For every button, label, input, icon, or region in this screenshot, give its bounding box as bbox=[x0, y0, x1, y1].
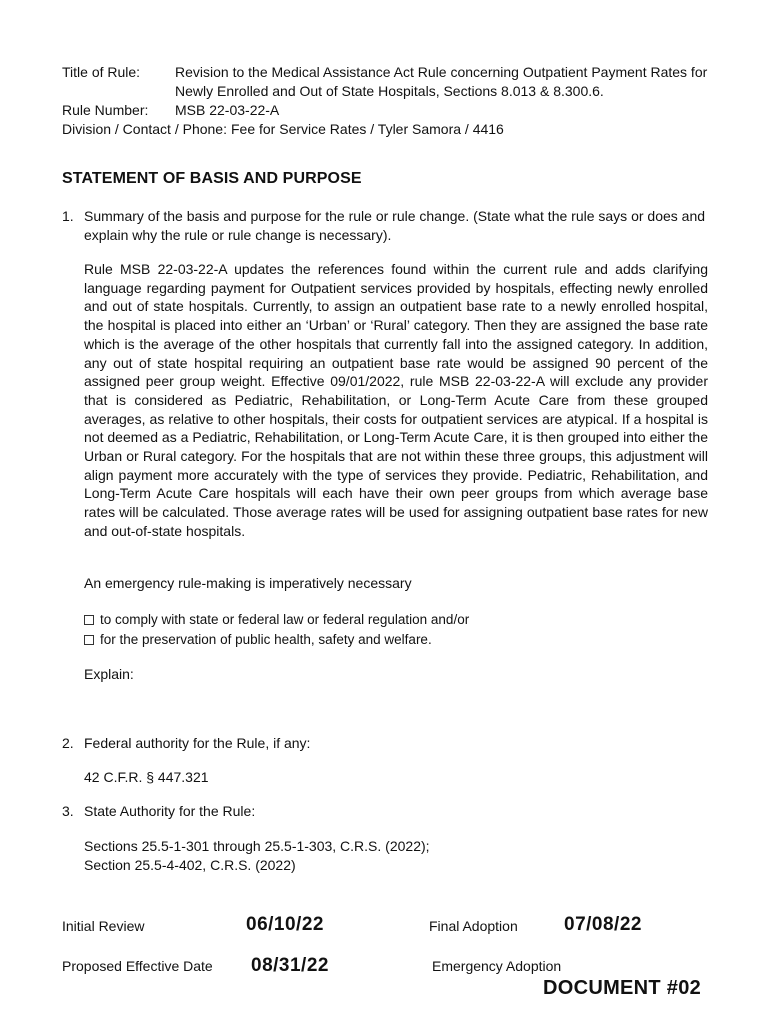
checkbox-row-1[interactable] bbox=[84, 610, 469, 629]
state-authority-line-1: Sections 25.5-1-301 through 25.5-1-303, C.R.S. (2022); bbox=[84, 838, 430, 854]
title-value: Revision to the Medical Assistance Act Rule concerning Outpatient Payment Rates for Newly Enrolled and Out of State Hospitals, Sections 8.013 & 8.300.6. bbox=[175, 64, 708, 99]
final-adoption-date: 07/08/22 bbox=[564, 914, 642, 935]
section-title: STATEMENT OF BASIS AND PURPOSE bbox=[62, 170, 362, 187]
rule-number-row bbox=[62, 101, 770, 120]
document-number: DOCUMENT #02 bbox=[543, 977, 702, 999]
emergency-adoption-label: Emergency Adoption bbox=[432, 958, 562, 974]
final-adoption-label: Final Adoption bbox=[429, 918, 518, 934]
rule-number-label: Rule Number: bbox=[62, 102, 149, 118]
item-1-body: Rule MSB 22-03-22-A updates the references found within the current rule and adds clarifying language regarding payment for Outpatient services provided by hospitals, effecting newly enrolled and out of state hospitals. Currently, to assign an outpatient base rate to a newly enrolled hospital, the hospital is placed into either an ‘Urban’ or ‘Rural’ category. Then they are assigned the base rate which is the average of the other hospitals that currently fall into the assigned category. In addition, any out of state hospital requiring an outpatient base rate would be assigned 90 percent of the assigned peer group weight. Effective 09/01/2022, rule MSB 22-03-22-A will exclude any provider that is considered as Pediatric, Rehabilitation, or Long-Term Acute Care from these grouped averages, as relative to other hospitals, their costs for outpatient services are atypical. If a hospital is not deemed as a Pediatric, Rehabilitation, or Long-Term Acute Care, it is then grouped into either the Urban or Rural category. For the hospitals that are not within these three groups, this adjustment will align payment more accurately with the type of services they provide. Pediatric, Rehabilitation, and Long-Term Acute Care hospitals will each have their own peer groups from which average base rates will be calculated. Those average rates will be used for assigning outpatient base rates for new and out-of-state hospitals. bbox=[84, 261, 708, 539]
title-label: Title of Rule: bbox=[62, 64, 141, 80]
explain-label: Explain: bbox=[84, 666, 134, 682]
proposed-effective-label: Proposed Effective Date bbox=[62, 958, 213, 974]
checkbox-row-2[interactable] bbox=[84, 630, 432, 649]
item-3-prompt: State Authority for the Rule: bbox=[84, 803, 256, 819]
rule-header bbox=[62, 63, 770, 139]
emergency-text: An emergency rule-making is imperatively necessary bbox=[84, 575, 412, 591]
item-2-number: 2. bbox=[62, 735, 74, 751]
proposed-effective-date: 08/31/22 bbox=[251, 955, 329, 976]
rule-number-value: MSB 22-03-22-A bbox=[175, 102, 280, 118]
checkbox-1-label: to comply with state or federal law or federal regulation and/or bbox=[100, 612, 470, 627]
checkbox-icon[interactable] bbox=[84, 635, 94, 645]
title-row bbox=[62, 63, 770, 101]
division-label: Division / Contact / Phone: bbox=[62, 121, 227, 137]
item-1-number: 1. bbox=[62, 208, 74, 224]
initial-review-date: 06/10/22 bbox=[246, 914, 324, 935]
item-1-prompt: Summary of the basis and purpose for the rule or rule change. (State what the rule says or does and explain why the rule or rule change is necessary). bbox=[84, 208, 706, 243]
checkbox-2-label: for the preservation of public health, safety and welfare. bbox=[100, 632, 432, 647]
division-value: Fee for Service Rates / Tyler Samora / 4416 bbox=[230, 121, 504, 137]
state-authority-line-2: Section 25.5-4-402, C.R.S. (2022) bbox=[84, 857, 296, 873]
initial-review-label: Initial Review bbox=[62, 918, 145, 934]
division-row bbox=[62, 120, 770, 139]
item-2-prompt: Federal authority for the Rule, if any: bbox=[84, 735, 311, 751]
checkbox-icon[interactable] bbox=[84, 615, 94, 625]
federal-authority-value: 42 C.F.R. § 447.321 bbox=[84, 769, 209, 785]
item-3-number: 3. bbox=[62, 803, 74, 819]
